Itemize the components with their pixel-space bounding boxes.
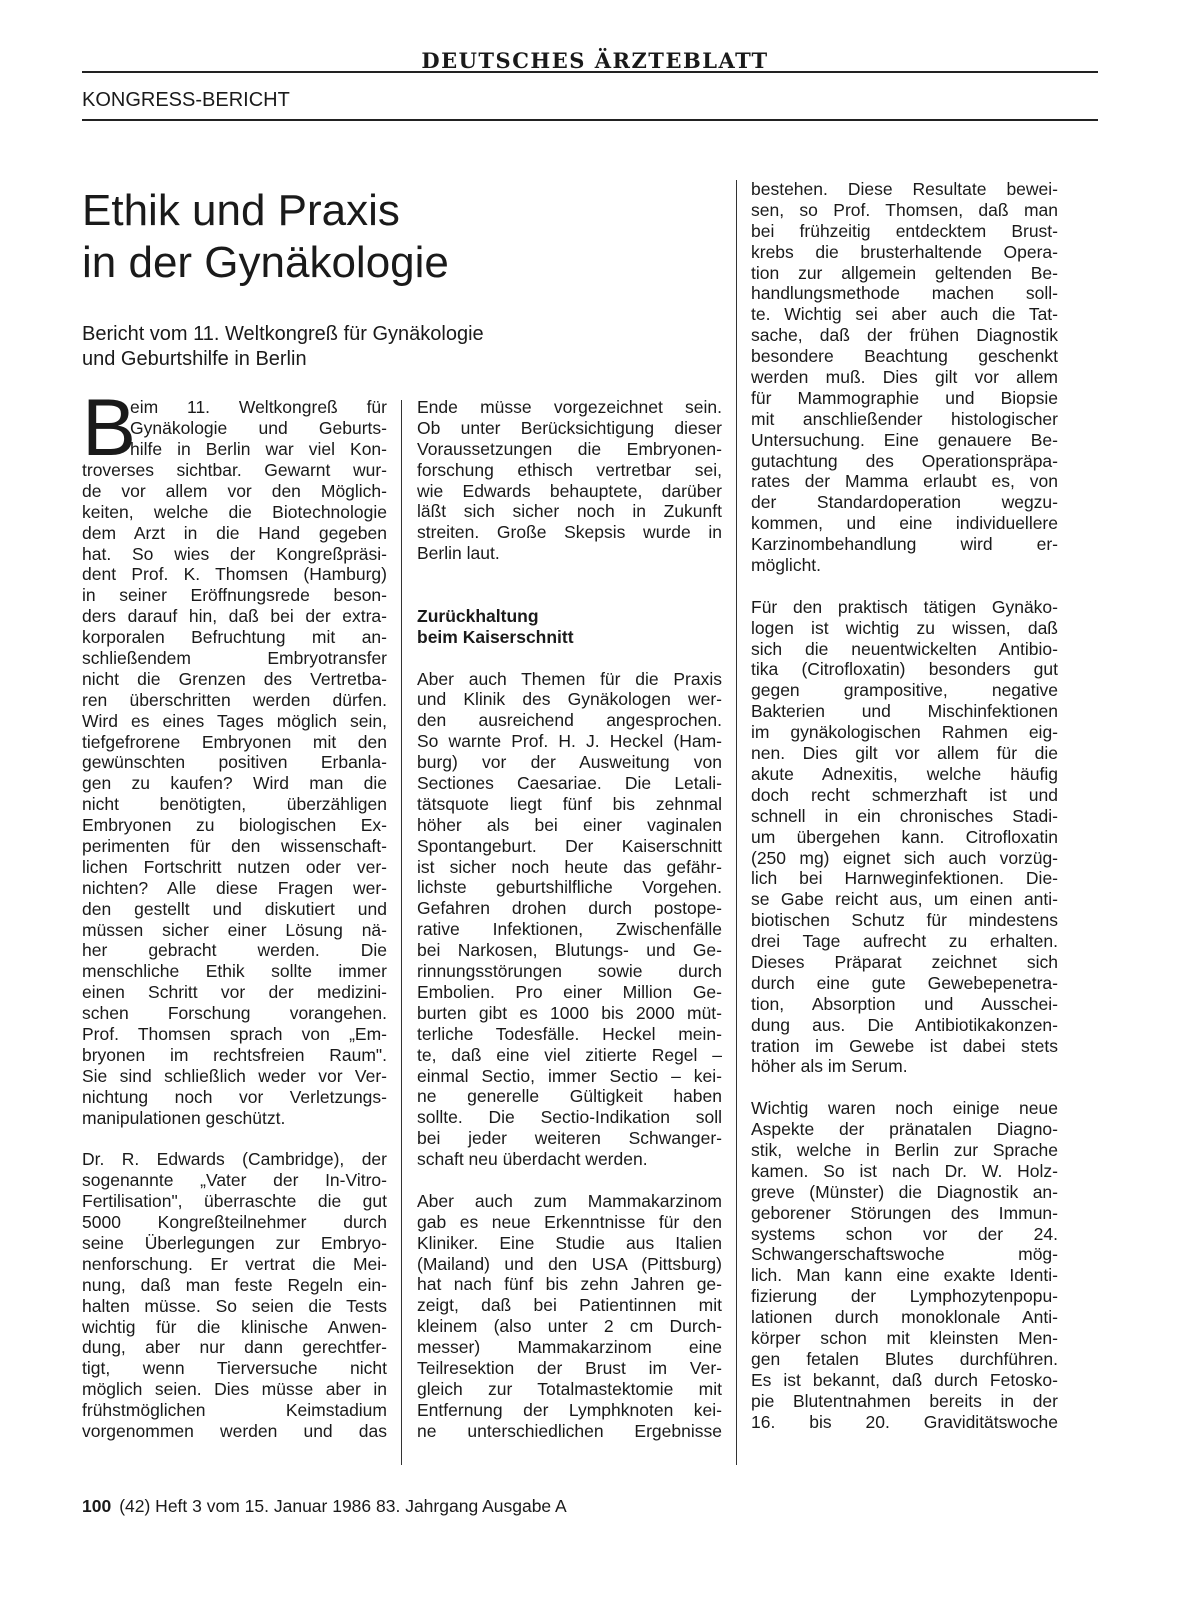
column-divider: [401, 400, 402, 1465]
text-line: tigt, wenn Tierversuche nicht: [82, 1358, 387, 1379]
text-line: Ende müsse vorgezeichnet sein.: [417, 397, 722, 417]
text-line: eim 11. Weltkongreß für: [130, 397, 387, 417]
text-line: werden muß. Dies gilt vor allem: [751, 367, 1058, 388]
text-line: te. Wichtig sei aber auch die Tat-: [751, 304, 1058, 325]
text-line: geborener Störungen des Immun-: [751, 1202, 1058, 1223]
text-line: logen ist wichtig zu wissen, daß: [751, 617, 1058, 638]
text-line: höher als im Serum.: [751, 1056, 908, 1077]
text-line: se Gabe reicht aus, um einen anti-: [751, 889, 1058, 910]
subline-line: Bericht vom 11. Weltkongreß für Gynäkologie: [82, 323, 484, 345]
text-line: Bakterien und Mischinfektionen: [751, 701, 1058, 722]
text-line: Sie sind schließlich weder vor Ver-: [82, 1065, 387, 1086]
text-line: hat. So wies der Kongreßpräsi-: [82, 543, 387, 564]
masthead-rule: [82, 71, 1098, 73]
text-line: rates der Mamma erlaubt es, von: [751, 471, 1058, 492]
drop-cap-lines: [126, 397, 387, 460]
text-line: Gynäkologie und Geburts-: [130, 417, 387, 438]
column-body: [417, 397, 722, 564]
text-line: Untersuchung. Eine genauere Be-: [751, 429, 1058, 450]
text-line: pie Blutentnahmen bereits in der: [751, 1390, 1058, 1411]
text-line: den ausreichend angesprochen.: [417, 710, 722, 731]
text-line: rative Infektionen, Zwischenfälle: [417, 919, 722, 940]
text-line: frühstmöglichen Keimstadium: [82, 1400, 387, 1421]
text-line: (250 mg) eignet sich auch vorzüg-: [751, 847, 1058, 868]
text-line: Wichtig waren noch einige neue: [751, 1098, 1058, 1119]
subheading: [417, 606, 722, 648]
text-line: für Mammographie und Biopsie: [751, 387, 1058, 408]
text-line: gleich zur Totalmastektomie mit: [417, 1378, 722, 1399]
text-line: lich bei Harnweginfektionen. Die-: [751, 868, 1058, 889]
text-line: zeigt, daß bei Patientinnen mit: [417, 1295, 722, 1316]
text-line: Kliniker. Eine Studie aus Italien: [417, 1232, 722, 1253]
text-line: Spontangeburt. Der Kaiserschnitt: [417, 835, 722, 856]
text-line: gab es neue Erkenntnisse für den: [417, 1211, 722, 1232]
text-line: schaft neu überdacht werden.: [417, 1149, 648, 1170]
text-line: ren überschritten werden dürfen.: [82, 689, 387, 710]
text-line: lichste geburtshilfliche Vorgehen.: [417, 877, 722, 898]
text-line: Embolien. Pro einer Million Ge-: [417, 981, 722, 1002]
paragraph-gap: [82, 1129, 387, 1150]
article-headline: [82, 185, 642, 289]
text-line: schen Forschung vorangehen.: [82, 1003, 387, 1024]
text-line: nichtung noch vor Verletzungs-: [82, 1086, 387, 1107]
text-line: handlungsmethode machen soll-: [751, 283, 1058, 304]
text-line: troverses sichtbar. Gewarnt wur-: [82, 460, 387, 480]
text-line: akute Adnexitis, welche häufig: [751, 763, 1058, 784]
subheading-line: beim Kaiserschnitt: [417, 626, 574, 647]
text-line: ne unterschiedlichen Ergebnisse: [417, 1420, 722, 1441]
text-line: läßt sich sicher noch in Zukunft: [417, 501, 722, 522]
paragraph-gap: [417, 1170, 722, 1191]
column-body: [417, 669, 722, 1442]
text-line: nung, daß man feste Regeln ein-: [82, 1274, 387, 1295]
text-line: drei Tage aufrecht zu erhalten.: [751, 931, 1058, 952]
text-line: und Klinik des Gynäkologen wer-: [417, 689, 722, 710]
text-line: Wird es eines Tages möglich sein,: [82, 710, 387, 731]
text-line: te, daß eine viel zitierte Regel –: [417, 1044, 722, 1065]
subheading-line: Zurückhaltung: [417, 605, 539, 626]
text-line: mit anschließender histologischer: [751, 408, 1058, 429]
page-footer: [82, 1496, 567, 1517]
text-line: burg) vor der Ausweitung von: [417, 752, 722, 773]
text-line: doch recht schmerzhaft ist und: [751, 784, 1058, 805]
text-line: sache, daß der frühen Diagnostik: [751, 325, 1058, 346]
masthead: DEUTSCHES ÄRZTEBLATT: [421, 48, 769, 73]
article-subline: [82, 322, 642, 372]
text-line: schnell in ein chronisches Stadi-: [751, 805, 1058, 826]
column-body: [751, 179, 1058, 1432]
text-column-3: [751, 179, 1058, 1432]
text-line: körper schon mit kleinsten Men-: [751, 1327, 1058, 1348]
text-line: kommen, und eine individuellere: [751, 513, 1058, 534]
text-line: kamen. So ist nach Dr. W. Holz-: [751, 1160, 1058, 1181]
text-line: Fertilisation", überraschte die gut: [82, 1191, 387, 1212]
text-line: Dieses Präparat zeichnet sich: [751, 951, 1058, 972]
text-line: seine Überlegungen zur Embryo-: [82, 1232, 387, 1253]
text-line: lich. Man kann eine exakte Identi-: [751, 1265, 1058, 1286]
text-line: sen, so Prof. Thomsen, daß man: [751, 199, 1058, 220]
paragraph-gap: [751, 1077, 1058, 1098]
text-line: einen Schritt vor der medizini-: [82, 982, 387, 1003]
headline-line: Ethik und Praxis: [82, 186, 400, 235]
text-line: bryonen im rechtsfreien Raum".: [82, 1044, 387, 1065]
text-line: tion zur allgemein geltenden Be-: [751, 262, 1058, 283]
text-line: in seiner Eröffnungsrede beson-: [82, 585, 387, 606]
text-line: lationen durch monoklonale Anti-: [751, 1307, 1058, 1328]
text-line: tika (Citrofloxatin) besonders gut: [751, 659, 1058, 680]
text-line: 16. bis 20. Graviditätswoche: [751, 1411, 1058, 1432]
text-line: systems schon vor der 24.: [751, 1223, 1058, 1244]
text-line: tion, Absorption und Ausschei-: [751, 993, 1058, 1014]
text-line: hat nach fünf bis zehn Jahren ge-: [417, 1274, 722, 1295]
text-line: gewünschten positiven Erbanla-: [82, 752, 387, 773]
text-line: Sectiones Caesariae. Die Letali-: [417, 773, 722, 794]
text-line: dent Prof. K. Thomsen (Hamburg): [82, 564, 387, 585]
text-line: bestehen. Diese Resultate bewei-: [751, 179, 1058, 199]
text-line: Schwangerschaftswoche mög-: [751, 1244, 1058, 1265]
text-line: her gebracht werden. Die: [82, 940, 387, 961]
text-line: nenforschung. Er vertrat die Mei-: [82, 1253, 387, 1274]
text-line: bei jeder weiteren Schwanger-: [417, 1128, 722, 1149]
text-line: höher als bei einer vaginalen: [417, 814, 722, 835]
text-line: Ob unter Berücksichtigung dieser: [417, 417, 722, 438]
text-line: forschung ethisch vertretbar sei,: [417, 459, 722, 480]
text-line: terliche Todesfälle. Heckel mein-: [417, 1023, 722, 1044]
text-line: einmal Sectio, immer Sectio – kei-: [417, 1065, 722, 1086]
text-line: messer) Mammakarzinom eine: [417, 1337, 722, 1358]
text-line: Teilresektion der Brust im Ver-: [417, 1357, 722, 1378]
text-line: 5000 Kongreßteilnehmer durch: [82, 1212, 387, 1233]
text-line: möglich seien. Dies müsse aber in: [82, 1379, 387, 1400]
text-line: stik, welche in Berlin zur Sprache: [751, 1139, 1058, 1160]
text-line: hilfe in Berlin war viel Kon-: [130, 438, 387, 459]
text-line: keiten, welche die Biotechnologie: [82, 501, 387, 522]
text-line: streiten. Große Skepsis wurde in: [417, 522, 722, 543]
section-rule: [82, 119, 1098, 121]
text-line: gegen grampositive, negative: [751, 680, 1058, 701]
text-line: gen zu kaufen? Wird man die: [82, 773, 387, 794]
text-line: fizierung der Lymphozytenpopu-: [751, 1286, 1058, 1307]
text-line: halten müsse. So seien die Tests: [82, 1295, 387, 1316]
text-line: Es ist bekannt, daß durch Fetosko-: [751, 1369, 1058, 1390]
text-line: im gynäkologischen Rahmen eig-: [751, 722, 1058, 743]
column-divider: [736, 180, 737, 1465]
text-line: menschliche Ethik sollte immer: [82, 961, 387, 982]
text-line: gen fetalen Blutes durchführen.: [751, 1348, 1058, 1369]
text-line: dung aus. Die Antibiotikakonzen-: [751, 1014, 1058, 1035]
text-line: bei frühzeitig entdecktem Brust-: [751, 220, 1058, 241]
text-line: ne generelle Gültigkeit haben: [417, 1086, 722, 1107]
subline-line: und Geburtshilfe in Berlin: [82, 348, 307, 370]
text-line: krebs die brusterhaltende Opera-: [751, 241, 1058, 262]
text-line: rinnungsstörungen sowie durch: [417, 961, 722, 982]
text-line: Embryonen zu biologischen Ex-: [82, 815, 387, 836]
page-number: 100: [82, 1496, 112, 1516]
drop-cap: B: [82, 383, 137, 473]
text-line: Prof. Thomsen sprach von „Em-: [82, 1024, 387, 1045]
text-line: de vor allem vor den Möglich-: [82, 480, 387, 501]
text-line: (Mailand) und den USA (Pittsburg): [417, 1253, 722, 1274]
text-line: schließendem Embryotransfer: [82, 648, 387, 669]
text-line: Aber auch Themen für die Praxis: [417, 668, 722, 689]
text-line: Karzinombehandlung wird er-: [751, 534, 1058, 555]
text-line: Voraussetzungen die Embryonen-: [417, 438, 722, 459]
text-line: tration im Gewebe ist dabei stets: [751, 1035, 1058, 1056]
text-line: müssen sicher einer Lösung nä-: [82, 919, 387, 940]
text-line: Aber auch zum Mammakarzinom: [417, 1190, 722, 1211]
text-column-2: [417, 397, 722, 1442]
text-line: der Standardoperation wegzu-: [751, 492, 1058, 513]
issue-info: (42) Heft 3 vom 15. Januar 1986 83. Jahrgang Ausgabe A: [119, 1496, 567, 1516]
text-line: wichtig für die klinische Anwen-: [82, 1316, 387, 1337]
text-line: burten gibt es 1000 bis 2000 müt-: [417, 1002, 722, 1023]
text-line: biotischen Schutz für mindestens: [751, 910, 1058, 931]
text-line: nicht benötigten, überzähligen: [82, 794, 387, 815]
text-line: sogenannte „Vater der In-Vitro-: [82, 1170, 387, 1191]
text-line: tätsquote liegt fünf bis zehnmal: [417, 793, 722, 814]
text-line: sich die neuentwickelten Antibio-: [751, 638, 1058, 659]
text-line: Berlin laut.: [417, 543, 500, 564]
text-line: So warnte Prof. H. J. Heckel (Ham-: [417, 731, 722, 752]
text-line: besondere Beachtung geschenkt: [751, 346, 1058, 367]
text-line: bei Narkosen, Blutungs- und Ge-: [417, 940, 722, 961]
text-line: dung, aber nur dann gerechtfer-: [82, 1337, 387, 1358]
text-line: nicht die Grenzen des Vertretba-: [82, 668, 387, 689]
text-line: Gefahren drohen durch postope-: [417, 898, 722, 919]
text-line: durch eine gute Gewebepenetra-: [751, 972, 1058, 993]
text-line: ders darauf hin, daß bei der extra-: [82, 606, 387, 627]
text-line: Aspekte der pränatalen Diagno-: [751, 1119, 1058, 1140]
text-line: perimenten für den wissenschaft-: [82, 836, 387, 857]
text-line: um übergehen kann. Citrofloxatin: [751, 826, 1058, 847]
text-line: tiefgefrorene Embryonen mit den: [82, 731, 387, 752]
text-line: wie Edwards behauptete, darüber: [417, 480, 722, 501]
paragraph-gap: [751, 576, 1058, 597]
text-line: manipulationen geschützt.: [82, 1107, 286, 1128]
text-line: kleinem (also unter 2 cm Durch-: [417, 1316, 722, 1337]
text-line: sollte. Die Sectio-Indikation soll: [417, 1107, 722, 1128]
text-line: nichten? Alle diese Fragen wer-: [82, 877, 387, 898]
section-label: KONGRESS-BERICHT: [82, 89, 290, 111]
text-line: gutachtung des Operationspräpa-: [751, 450, 1058, 471]
text-line: Dr. R. Edwards (Cambridge), der: [82, 1149, 387, 1170]
text-line: den gestellt und diskutiert und: [82, 898, 387, 919]
text-line: nen. Dies gilt vor allem für die: [751, 743, 1058, 764]
text-line: möglicht.: [751, 555, 822, 576]
text-line: lichen Fortschritt nutzen oder ver-: [82, 856, 387, 877]
text-line: Für den praktisch tätigen Gynäko-: [751, 596, 1058, 617]
text-line: dem Arzt in die Hand gegeben: [82, 522, 387, 543]
text-column-1: [82, 383, 387, 1442]
text-line: vorgenommen werden und das: [82, 1420, 387, 1441]
headline-line: in der Gynäkologie: [82, 238, 449, 287]
column-body: [82, 460, 387, 1442]
text-line: korporalen Befruchtung mit an-: [82, 627, 387, 648]
text-line: ist sicher noch heute das gefähr-: [417, 856, 722, 877]
text-line: Entfernung der Lymphknoten kei-: [417, 1399, 722, 1420]
text-line: greve (Münster) die Diagnostik an-: [751, 1181, 1058, 1202]
